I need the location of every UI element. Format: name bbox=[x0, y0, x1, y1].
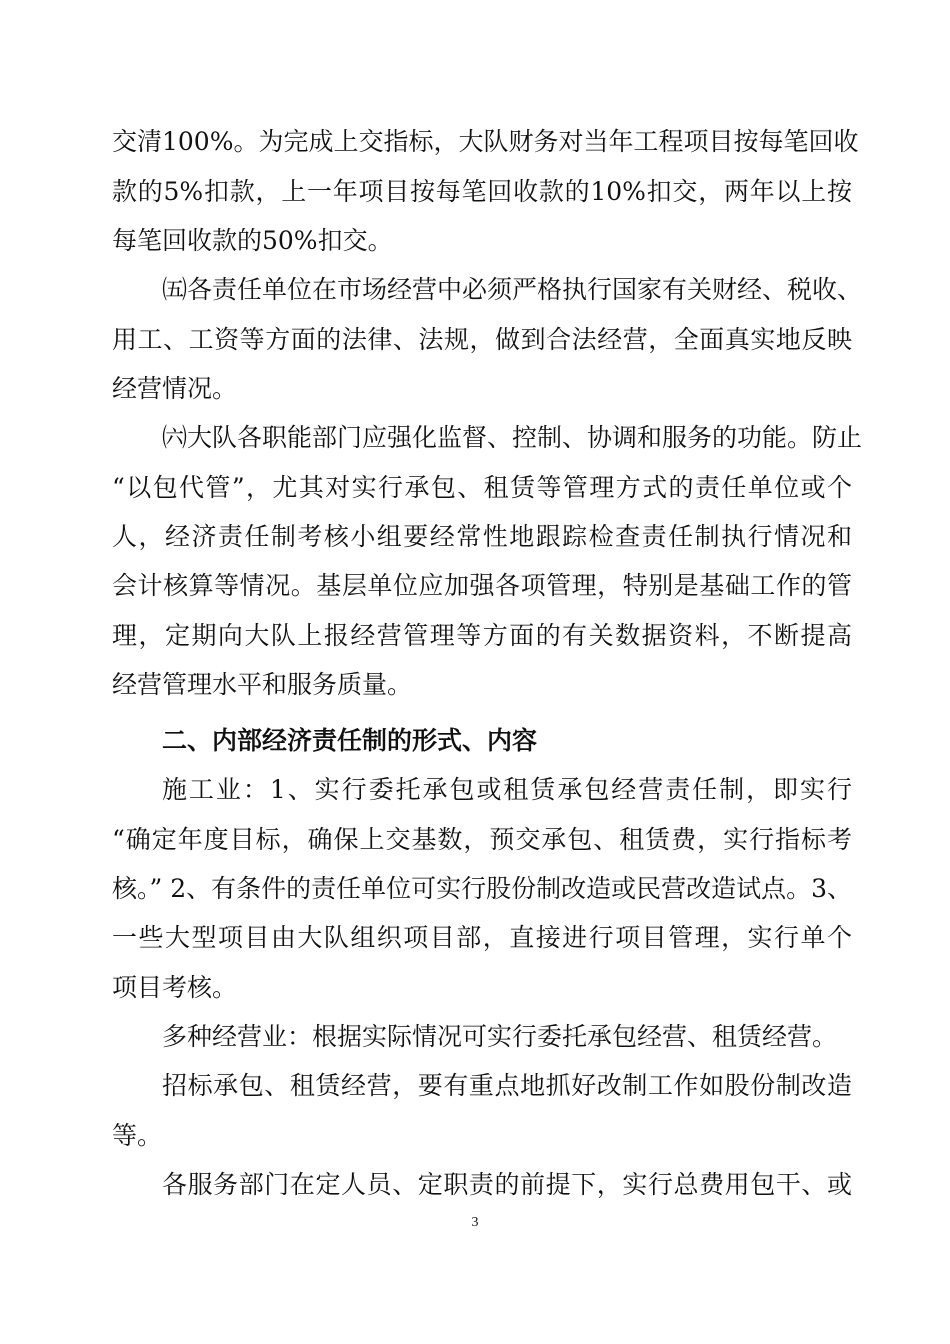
page-number: 3 bbox=[471, 1215, 479, 1230]
body-text-line: 招标承包、租赁经营，要有重点地抓好改制工作如股份制改造 bbox=[162, 1071, 852, 1100]
body-text-line: 用工、工资等方面的法律、法规，做到合法经营，全面真实地反映 bbox=[112, 325, 852, 354]
body-text-line: 款的5%扣款，上一年项目按每笔回收款的10%扣交，两年以上按 bbox=[112, 177, 852, 206]
body-text-line: 核。” 2、有条件的责任单位可实行股份制改造或民营改造试点。3、 bbox=[112, 874, 853, 903]
body-text-line: ㈥大队各职能部门应强化监督、控制、协调和服务的功能。防止 bbox=[162, 423, 863, 452]
body-text-line: 理，定期向大队上报经营管理等方面的有关数据资料，不断提高 bbox=[112, 621, 852, 650]
body-text-line: 每笔回收款的50%扣交。 bbox=[112, 226, 393, 255]
section-heading: 二、内部经济责任制的形式、内容 bbox=[162, 726, 538, 755]
body-text-line: 等。 bbox=[112, 1121, 163, 1150]
body-text-line: 人，经济责任制考核小组要经常性地跟踪检查责任制执行情况和 bbox=[112, 522, 852, 551]
body-text-line: “确定年度目标，确保上交基数，预交承包、租赁费，实行指标考 bbox=[112, 825, 852, 854]
body-text-line: “以包代管”，尤其对实行承包、租赁等管理方式的责任单位或个 bbox=[112, 473, 852, 502]
body-text-line: 经营情况。 bbox=[112, 374, 238, 403]
body-text-line: 交清100%。为完成上交指标，大队财务对当年工程项目按每笔回收 bbox=[112, 127, 859, 156]
body-text-line: 施工业：1、实行委托承包或租赁承包经营责任制，即实行 bbox=[162, 775, 852, 804]
body-text-line: 多种经营业：根据实际情况可实行委托承包经营、租赁经营。 bbox=[162, 1022, 838, 1051]
body-text-line: ㈤各责任单位在市场经营中必须严格执行国家有关财经、税收、 bbox=[162, 275, 863, 304]
body-text-line: 会计核算等情况。基层单位应加强各项管理，特别是基础工作的管 bbox=[112, 571, 852, 600]
body-text-line: 各服务部门在定人员、定职责的前提下，实行总费用包干、或 bbox=[162, 1170, 852, 1199]
body-text-line: 一些大型项目由大队组织项目部，直接进行项目管理，实行单个 bbox=[112, 923, 852, 952]
body-text-line: 经营管理水平和服务质量。 bbox=[112, 670, 413, 699]
body-text-line: 项目考核。 bbox=[112, 973, 238, 1002]
